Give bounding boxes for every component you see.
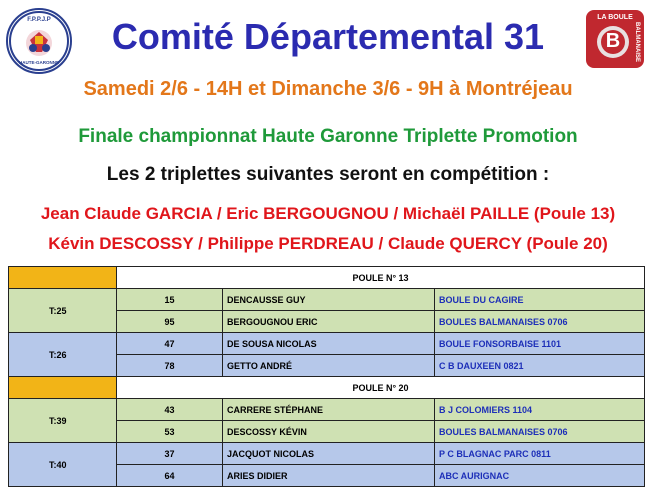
pool-header-row — [9, 377, 645, 399]
player-name-cell: JACQUOT NICOLAS — [223, 443, 435, 465]
terrain-cell: T:39 — [9, 399, 117, 443]
pools-table — [8, 266, 645, 487]
table-row — [9, 289, 645, 311]
intro-text: Les 2 triplettes suivantes seront en compétition : — [106, 164, 550, 185]
player-number-cell: 47 — [117, 333, 223, 355]
player-number-cell: 43 — [117, 399, 223, 421]
club-cell: ABC AURIGNAC — [435, 465, 645, 487]
event-dates: Samedi 2/6 - 14H et Dimanche 3/6 - 9H à Montréjeau — [83, 78, 573, 100]
event-name: Finale championnat Haute Garonne Triplette Promotion — [78, 126, 578, 147]
player-number-cell: 15 — [117, 289, 223, 311]
club-cell: C B DAUXEEN 0821 — [435, 355, 645, 377]
pool-header-row — [9, 267, 645, 289]
pool-title: POULE N° 20 — [117, 377, 645, 399]
player-name-cell: ARIES DIDIER — [223, 465, 435, 487]
player-name-cell: GETTO ANDRÉ — [223, 355, 435, 377]
boule-logo-text-top: LA BOULE — [597, 14, 633, 21]
pool-title: POULE N° 13 — [117, 267, 645, 289]
player-number-cell: 95 — [117, 311, 223, 333]
club-cell: P C BLAGNAC PARC 0811 — [435, 443, 645, 465]
club-cell: B J COLOMIERS 1104 — [435, 399, 645, 421]
page-title: Comité Départemental 31 — [111, 16, 545, 57]
terrain-cell: T:25 — [9, 289, 117, 333]
team-1: Jean Claude GARCIA / Eric BERGOUGNOU / Michaël PAILLE (Poule 13) — [40, 204, 616, 223]
player-number-cell: 37 — [117, 443, 223, 465]
player-number-cell: 64 — [117, 465, 223, 487]
player-name-cell: DE SOUSA NICOLAS — [223, 333, 435, 355]
table-row — [9, 333, 645, 355]
fppjp-logo-text-bottom: HAUTE-GARONNE — [19, 60, 59, 65]
table-row — [9, 399, 645, 421]
boule-logo-letter: B — [605, 30, 621, 52]
club-cell: BOULES BALMANAISES 0706 — [435, 311, 645, 333]
terrain-cell: T:26 — [9, 333, 117, 377]
boule-logo-text-side: BALMANAISE — [634, 22, 640, 62]
pool-header-marker — [9, 267, 117, 289]
player-name-cell: DENCAUSSE GUY — [223, 289, 435, 311]
table-row — [9, 443, 645, 465]
pool-header-marker — [9, 377, 117, 399]
player-number-cell: 78 — [117, 355, 223, 377]
player-name-cell: DESCOSSY KÉVIN — [223, 421, 435, 443]
terrain-cell: T:40 — [9, 443, 117, 487]
player-name-cell: CARRERE STÉPHANE — [223, 399, 435, 421]
club-cell: BOULE DU CAGIRE — [435, 289, 645, 311]
club-cell: BOULE FONSORBAISE 1101 — [435, 333, 645, 355]
player-number-cell: 53 — [117, 421, 223, 443]
team-2: Kévin DESCOSSY / Philippe PERDREAU / Claude QUERCY (Poule 20) — [48, 234, 608, 253]
player-name-cell: BERGOUGNOU ERIC — [223, 311, 435, 333]
club-cell: BOULES BALMANAISES 0706 — [435, 421, 645, 443]
fppjp-logo-text-top: F.P.P.J.P — [27, 17, 51, 23]
